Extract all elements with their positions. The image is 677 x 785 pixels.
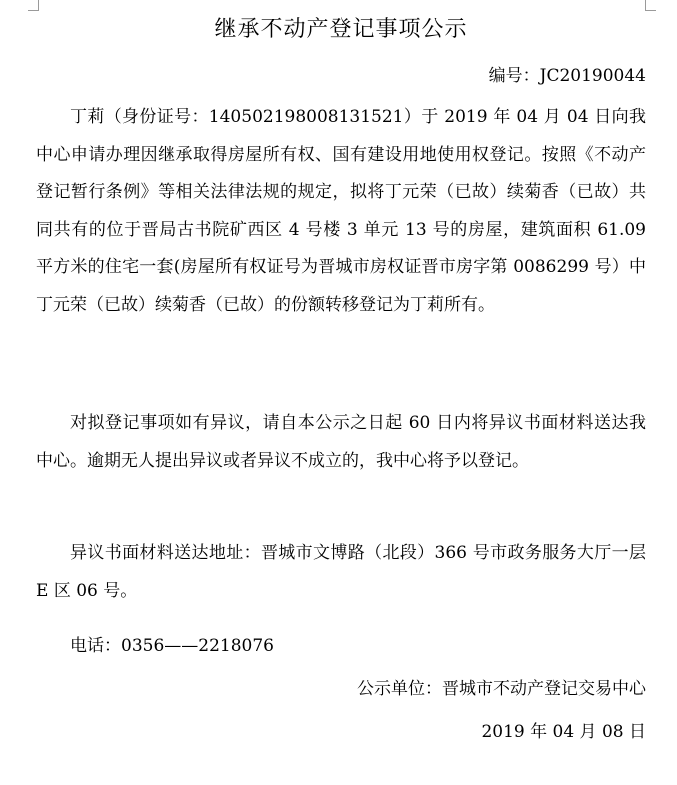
page-corner-mark-right (645, 0, 656, 11)
notice-title: 继承不动产登记事项公示 (214, 17, 468, 42)
notice-paragraph-application: 丁莉（身份证号：140502198008131521）于 2019 年 04 月 04 日向我中心申请办理因继承取得房屋所有权、国有建设用地使用权登记。按照《不动产登记暂行条例》等相关法律法规的规定，拟将丁元荣（已故）续菊香（已故）共同共有的位于晋局古书院矿西区 4 号楼 3 单元 13 号的房屋，建筑面积 61.09 平方米的住宅一套(房屋所有权证号为晋城市房权证晋市房字第 0086299 号）中丁元荣（已故）续菊香（已故）的份额转移登记为丁莉所有。 (36, 107, 646, 315)
notice-date: 2019 年 04 月 08 日 (481, 722, 646, 742)
notice-number: 编号：JC20190044 (488, 66, 646, 86)
notice-paragraph-objection: 对拟登记事项如有异议，请自本公示之日起 60 日内将异议书面材料送达我中心。逾期无人提出异议或者异议不成立的，我中心将予以登记。 (36, 413, 646, 471)
notice-phone: 电话：0356——2218076 (70, 636, 274, 656)
page-corner-mark-left (28, 0, 39, 11)
notice-paragraph-address: 异议书面材料送达地址：晋城市文博路（北段）366 号市政务服务大厅一层 E 区 06 号。 (36, 543, 646, 601)
notice-publisher: 公示单位：晋城市不动产登记交易中心 (357, 679, 646, 699)
